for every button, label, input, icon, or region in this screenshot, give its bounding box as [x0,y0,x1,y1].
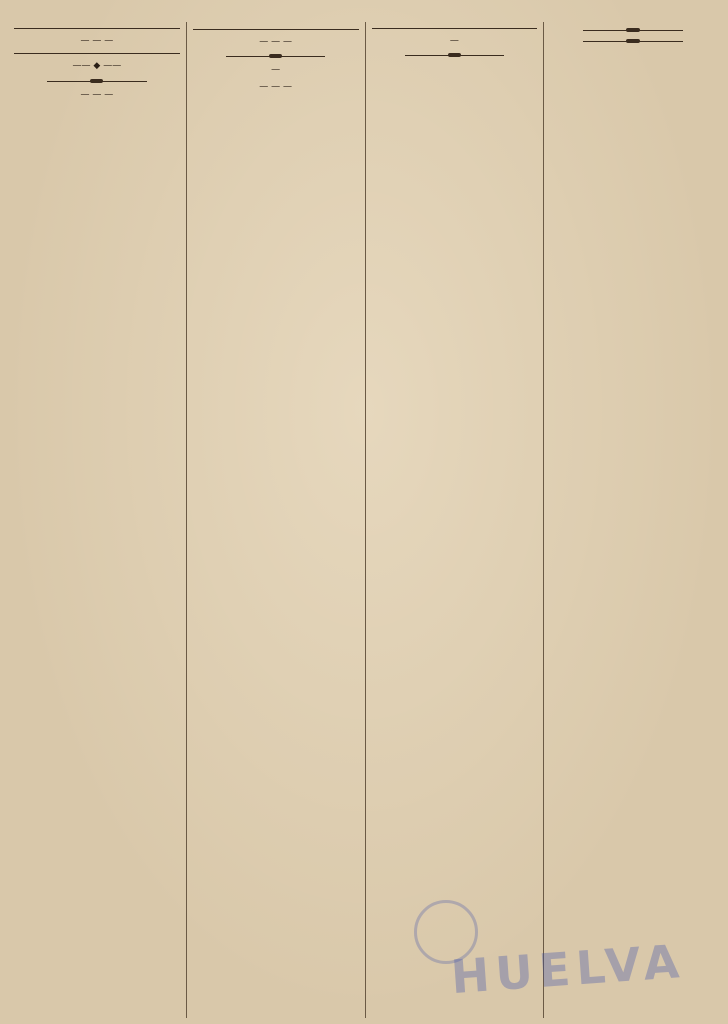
divider-dash: — [271,65,281,76]
ornament-divider [550,27,716,33]
divider-dash: — [449,36,459,46]
column-2 [186,22,359,1018]
divider-dash: — — — [259,81,292,92]
ornament-divider [193,53,359,59]
ornament-divider [14,78,180,84]
section-rule [14,28,180,29]
column-3 [365,22,538,1018]
ornament-divider [372,52,538,58]
section-rule [14,53,180,54]
ornament-divider [550,38,716,44]
section-rule [193,29,359,30]
divider-dash: —— ◆ —— [72,61,122,72]
divider-dash: — — — [80,36,114,46]
column-1 [14,22,180,1018]
divider-dash: — — — [259,37,292,47]
divider-dash: — — — [80,89,114,100]
column-4 [543,22,716,1018]
library-watermark-stamp: HUELVA [449,933,687,1005]
section-rule [372,28,538,29]
